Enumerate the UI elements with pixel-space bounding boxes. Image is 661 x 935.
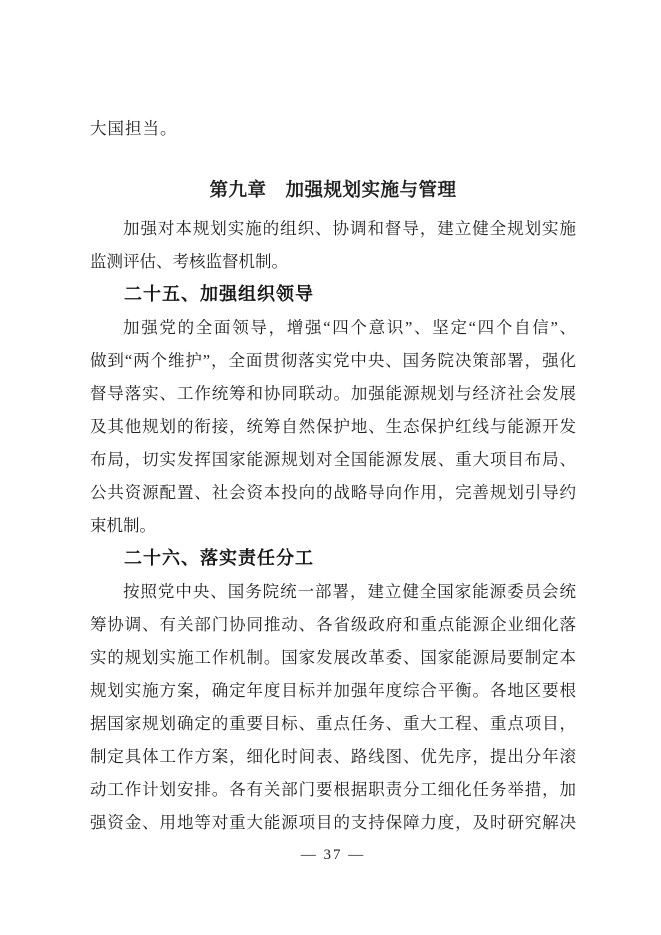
- text-line: 强资金、用地等对重大能源项目的支持保障力度，及时研究解决: [90, 813, 576, 832]
- text-line: 规划实施方案，确定年度目标并加强年度综合平衡。各地区要根: [90, 681, 576, 700]
- page-number: — 37 —: [300, 847, 366, 863]
- paragraph-intro: [90, 212, 576, 278]
- text-line: 做到“两个维护”，全面贯彻落实党中央、国务院决策部署，强化: [90, 351, 576, 370]
- text-line: 布局，切实发挥国家能源规划对全国能源发展、重大项目布局、: [90, 450, 576, 469]
- text-line: 及其他规划的衔接，统筹自然保护地、生态保护红线与能源开发: [90, 417, 576, 436]
- section-heading-25: 二十五、加强组织领导: [124, 284, 314, 304]
- text-line: 筹协调、有关部门协同推动、各省级政府和重点能源企业细化落: [90, 615, 576, 634]
- text-line: 实的规划实施工作机制。国家发展改革委、国家能源局要制定本: [90, 648, 576, 667]
- chapter-heading: 第九章 加强规划实施与管理: [209, 181, 457, 201]
- text-line: 制定具体工作方案，细化时间表、路线图、优先序，提出分年滚: [90, 747, 576, 766]
- section-heading-26: 二十六、落实责任分工: [124, 548, 314, 568]
- text-line: 监测评估、考核监督机制。: [90, 252, 288, 271]
- paragraph-continuation: 大国担当。: [90, 119, 178, 138]
- paragraph-section-26: [90, 575, 576, 839]
- text-line: 束机制。: [90, 516, 156, 535]
- text-line: 据国家规划确定的重要目标、重点任务、重大工程、重点项目，: [90, 714, 576, 733]
- text-line: 加强党的全面领导，增强“四个意识”、坚定“四个自信”、: [123, 318, 576, 337]
- text-line: 加强对本规划实施的组织、协调和督导，建立健全规划实施: [123, 219, 576, 238]
- text-line: 按照党中央、国务院统一部署，建立健全国家能源委员会统: [123, 582, 576, 601]
- text-line: 督导落实、工作统筹和协同联动。加强能源规划与经济社会发展: [90, 384, 576, 403]
- text-line: 动工作计划安排。各有关部门要根据职责分工细化任务举措，加: [90, 780, 576, 799]
- text-line: 公共资源配置、社会资本投向的战略导向作用，完善规划引导约: [90, 483, 576, 502]
- paragraph-section-25: [90, 311, 576, 542]
